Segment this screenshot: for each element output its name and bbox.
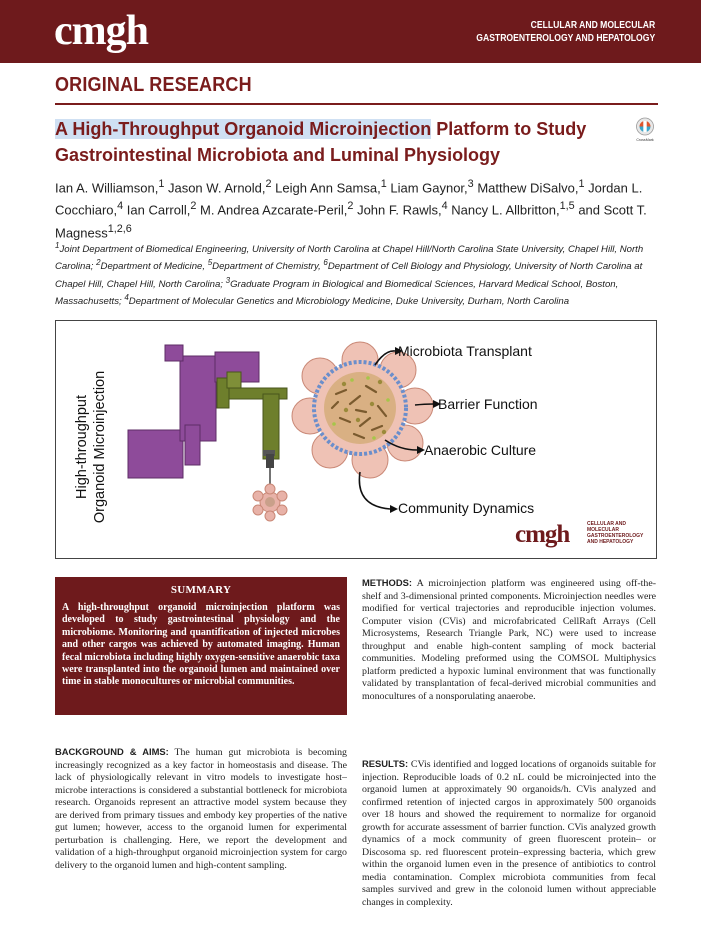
journal-name-line1: CELLULAR AND MOLECULAR xyxy=(530,19,655,31)
figure-logo-subtitle xyxy=(587,521,643,545)
summary-heading: SUMMARY xyxy=(170,584,232,596)
background-label: BACKGROUND & AIMS: xyxy=(55,746,169,757)
figure-logo-sub1: CELLULAR AND xyxy=(587,521,626,527)
label-community-dynamics: Community Dynamics xyxy=(398,500,535,516)
results-text: CVis identified and logged locations of organoids suitable for injection. Reproducible loads of 0.2 nL could be microinjected into the organoid lumen at approximately 90 organoids/h. CVis analyzed and confirmed retention of injected cargos in approximately 500 organoids over 18 hours and showed the requirement to normalize for organoid growth for accurate assessment of barrier function. CVis analyzed growth dynamics of a mock community of green fluorescent protein– or Discosoma sp. red fluorescent protein–expressing bacteria, which grew within the organoid lumen even in the presence of antibiotics to control media contamination. Complex microbiota communities from fecal samples survived and grew in the colonoid lumen without appreciable changes in complexity. xyxy=(362,759,656,908)
figure-logo-sub3: GASTROENTEROLOGY xyxy=(587,533,644,539)
background-text: The human gut microbiota is becoming increasingly recognized as a key factor in homeostasis and disease. The lack of physiologically relevant in vitro models to investigate host–microbe interactions is considered a substantial bottleneck for microbiota research. Organoids represent an attractive model system because they are derived from primary tissues and embody key properties of the native gut lumen; however, access to the organoid lumen for experimental perturbation is challenging. Here, we report the development and validation of a high-throughput organoid microinjection system for cargo delivery to the organoid lumen and high-content sampling. xyxy=(55,747,347,871)
journal-name xyxy=(476,19,655,45)
article-title xyxy=(55,116,615,168)
figure-vertical-title xyxy=(62,345,112,550)
figure-logo-sub4: AND HEPATOLOGY xyxy=(587,539,634,545)
methods xyxy=(362,577,656,703)
background-aims xyxy=(55,746,347,872)
summary-text: A high-throughput organoid microinjection platform was developed to study gastrointestinal physiology and the microbiome. Monitoring and quantification of injected microbes and other cargos was achieved by automated imaging. Human fecal microbiota including highly oxygen-sensitive anaerobic taxa were transplanted into the organoid lumen and maintained over time in stable monocultures or microbial communities. xyxy=(62,602,340,688)
crossmark-icon[interactable] xyxy=(634,117,656,143)
crossmark-label: CrossMark xyxy=(636,138,654,142)
journal-header xyxy=(0,0,701,63)
vertical-title-line2: Organoid Microinjection xyxy=(92,370,108,524)
methods-label: METHODS: xyxy=(362,577,412,588)
results xyxy=(362,758,656,909)
label-barrier-function: Barrier Function xyxy=(438,396,538,412)
small-organoid-icon xyxy=(253,484,287,521)
label-anaerobic-culture: Anaerobic Culture xyxy=(424,442,537,458)
journal-name-line2: GASTROENTEROLOGY AND HEPATOLOGY xyxy=(476,32,655,44)
organoid-illustration xyxy=(292,342,433,478)
vertical-title-line1: High-throughput xyxy=(74,395,90,499)
title-line1-rest: Platform to Study xyxy=(431,119,587,139)
methods-text: A microinjection platform was engineered using off-the-shelf and 3-dimensional printed components. Microinjection needles were modified for vertical trajectories and reproducible injection volumes. Computer vision (CVis) and microfabricated CellRaft Arrays (Cell Microsystems, Research Triangle Park, NC) were used to increase throughput and enable high-content sampling of mock bacterial communities. Modeling preformed using the COMSOL Multiphysics platform predicted a hypoxic luminal environment that was functionally validated by transplantation of fecal-derived microbial communities and monocultures of a nonsporulating anaerobe. xyxy=(362,578,656,702)
results-label: RESULTS: xyxy=(362,758,409,769)
journal-logo: cmgh xyxy=(54,8,148,54)
affiliations: $^1$Joint Department of Biomedical Engineering, University of North Carolina at Chapel Hill/North Carolina State University, Chapel Hill, North Carolina; $^2$Department of Medicine, $^5$Department of Chemistry, $^6$Department of Cell Biology and Physiology, University of North Carolina at Chapel Hill, Chapel Hill, North Carolina; $^3$Graduate Program in Biological and Biomedical Sciences, Harvard Medical School, Boston, Massachusetts; $^4$Department of Molecular Genetics and Microbiology Medicine, Duke University, Durham, North Carolina xyxy=(55,241,644,308)
section-divider xyxy=(55,103,658,105)
microinjector-device xyxy=(128,345,287,488)
figure-logo: cmgh xyxy=(515,521,570,548)
title-highlighted-text[interactable]: A High-Throughput Organoid Microinjection xyxy=(55,119,432,139)
figure-logo-sub2: MOLECULAR xyxy=(587,527,619,533)
label-microbiota-transplant: Microbiota Transplant xyxy=(398,343,532,359)
author-list: Ian A. Williamson,$^1$ Jason W. Arnold,$^2$ Leigh Ann Samsa,$^1$ Liam Gaynor,$^3$ Matthew DiSalvo,$^1$ Jordan L. Cocchiaro,$^4$ Ian Carroll,$^2$ M. Andrea Azcarate-Peril,$^2$ John F. Rawls,$^4$ Nancy L. Allbritton,$^{1,5}$ and Scott T. Magness$^{1,2,6}$ xyxy=(55,178,647,240)
section-label: ORIGINAL RESEARCH xyxy=(55,74,252,96)
title-line2: Gastrointestinal Microbiota and Luminal Physiology xyxy=(55,145,501,165)
summary-box xyxy=(55,577,347,715)
